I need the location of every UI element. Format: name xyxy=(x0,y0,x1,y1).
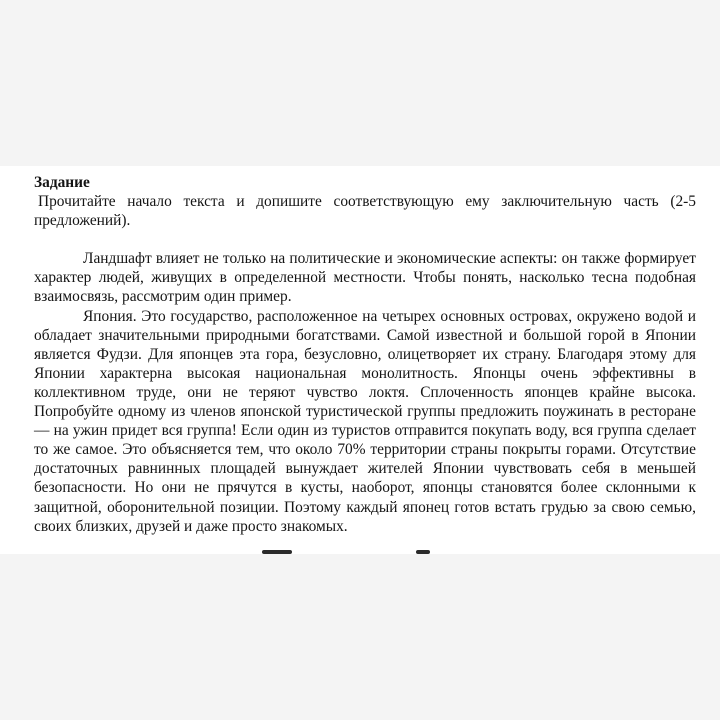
task-heading: Задание xyxy=(34,174,90,191)
paragraph-spacer xyxy=(34,230,696,249)
cutoff-text-fragment xyxy=(262,550,292,554)
paragraph-japan: Япония. Это государство, расположенное на четырех основных островах, окружено водой и обладает значительными природными богатствами. Самой известной и большой горой в Японии является Фудзи. Для японцев эта гора, безусловно, олицетворяет их страну. Благодаря этому для Японии характерна высокая национальная монолитность. Японцы очень эффективны в коллективном труде, они не теряют чувство локтя. Сплоченность японцев крайне высока. Попробуйте одному из членов японской туристической группы предложить поужинать в ресторане — на ужин придет вся группа! Если один из туристов отправится покупать воду, вся группа сделает то же самое. Это объясняется тем, что около 70% территории страны покрыты горами. Отсутствие достаточных равнинных площадей вынуждает жителей Японии чувствовать себя в меньшей безопасности. Но они не прячутся в кусты, наоборот, японцы становятся более склонными к защитной, оборонительной позиции. Поэтому каждый японец готов встать грудью за свою семью, своих близких, друзей и даже просто знакомых. xyxy=(34,307,696,535)
document-page xyxy=(0,166,720,554)
cutoff-text-fragment xyxy=(416,550,430,554)
paragraph-intro: Ландшафт влияет не только на политические и экономические аспекты: он также формирует характер людей, живущих в определенной местности. Чтобы понять, насколько тесна подобная взаимосвязь, рассмотрим один пример. xyxy=(34,250,696,306)
task-instruction: Прочитайте начало текста и допишите соответствующую ему заключительную часть (2-5 предложений). xyxy=(34,193,696,230)
